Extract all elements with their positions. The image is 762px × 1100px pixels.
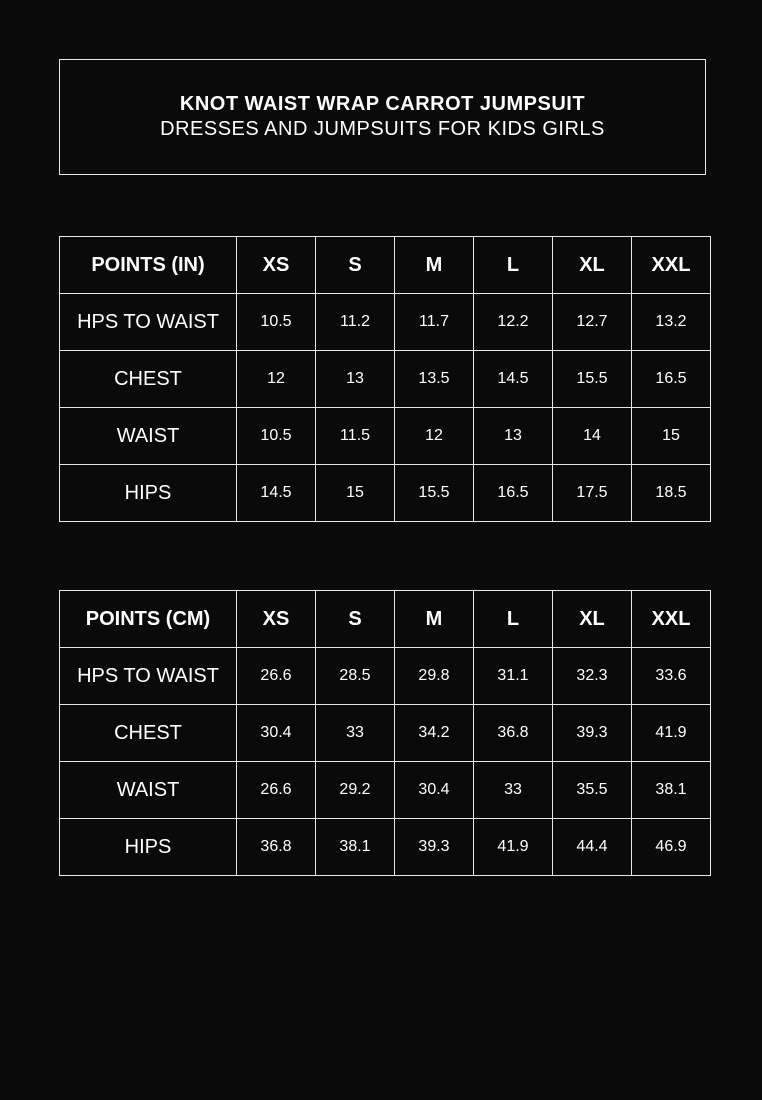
table-cell: 10.5 — [237, 294, 316, 351]
column-header-s: S — [316, 237, 395, 294]
product-category: DRESSES AND JUMPSUITS FOR KIDS GIRLS — [160, 118, 605, 140]
table-cell: 36.8 — [474, 705, 553, 762]
row-label: WAIST — [60, 762, 237, 819]
row-label: HPS TO WAIST — [60, 294, 237, 351]
table-cell: 39.3 — [553, 705, 632, 762]
table-cell: 11.7 — [395, 294, 474, 351]
size-table-inches — [59, 236, 711, 522]
row-label: HIPS — [60, 465, 237, 522]
table-row — [60, 408, 711, 465]
column-header-xl: XL — [553, 237, 632, 294]
table-cell: 33 — [474, 762, 553, 819]
table-cell: 33.6 — [632, 648, 711, 705]
table-cell: 41.9 — [632, 705, 711, 762]
column-header-xs: XS — [237, 591, 316, 648]
table-cell: 12.2 — [474, 294, 553, 351]
table-cell: 12 — [237, 351, 316, 408]
column-header-points: POINTS (CM) — [60, 591, 237, 648]
column-header-l: L — [474, 591, 553, 648]
table-cell: 15 — [316, 465, 395, 522]
table-cell: 26.6 — [237, 648, 316, 705]
table-cell: 12.7 — [553, 294, 632, 351]
row-label: HPS TO WAIST — [60, 648, 237, 705]
table-cell: 13 — [474, 408, 553, 465]
column-header-s: S — [316, 591, 395, 648]
table-cell: 13 — [316, 351, 395, 408]
table-cell: 36.8 — [237, 819, 316, 876]
table-row — [60, 648, 711, 705]
title-box — [59, 59, 706, 175]
row-label: CHEST — [60, 705, 237, 762]
table-cell: 31.1 — [474, 648, 553, 705]
row-label: WAIST — [60, 408, 237, 465]
table-cell: 46.9 — [632, 819, 711, 876]
table-row — [60, 819, 711, 876]
table-cell: 15.5 — [553, 351, 632, 408]
table-cell: 11.2 — [316, 294, 395, 351]
table-cell: 41.9 — [474, 819, 553, 876]
table-cell: 17.5 — [553, 465, 632, 522]
row-label: HIPS — [60, 819, 237, 876]
table-cell: 16.5 — [632, 351, 711, 408]
table-cell: 29.2 — [316, 762, 395, 819]
table-header-row — [60, 591, 711, 648]
table-row — [60, 465, 711, 522]
table-cell: 34.2 — [395, 705, 474, 762]
column-header-xs: XS — [237, 237, 316, 294]
table-cell: 35.5 — [553, 762, 632, 819]
table-cell: 16.5 — [474, 465, 553, 522]
table-cell: 30.4 — [237, 705, 316, 762]
product-title: KNOT WAIST WRAP CARROT JUMPSUIT — [179, 93, 586, 115]
table-cell: 29.8 — [395, 648, 474, 705]
table-cell: 12 — [395, 408, 474, 465]
table-cell: 30.4 — [395, 762, 474, 819]
table-row — [60, 294, 711, 351]
column-header-points: POINTS (IN) — [60, 237, 237, 294]
column-header-l: L — [474, 237, 553, 294]
column-header-m: M — [395, 591, 474, 648]
column-header-xxl: XXL — [632, 237, 711, 294]
table-cell: 33 — [316, 705, 395, 762]
table-cell: 28.5 — [316, 648, 395, 705]
table-cell: 32.3 — [553, 648, 632, 705]
table-row — [60, 351, 711, 408]
table-cell: 13.2 — [632, 294, 711, 351]
size-table-centimeters — [59, 590, 711, 876]
table-cell: 38.1 — [632, 762, 711, 819]
table-cell: 14.5 — [474, 351, 553, 408]
column-header-xxl: XXL — [632, 591, 711, 648]
table-cell: 44.4 — [553, 819, 632, 876]
column-header-xl: XL — [553, 591, 632, 648]
table-cell: 18.5 — [632, 465, 711, 522]
table-header-row — [60, 237, 711, 294]
table-row — [60, 762, 711, 819]
table-cell: 14.5 — [237, 465, 316, 522]
table-cell: 13.5 — [395, 351, 474, 408]
table-cell: 15 — [632, 408, 711, 465]
column-header-m: M — [395, 237, 474, 294]
table-cell: 11.5 — [316, 408, 395, 465]
table-cell: 14 — [553, 408, 632, 465]
table-cell: 15.5 — [395, 465, 474, 522]
table-cell: 39.3 — [395, 819, 474, 876]
table-cell: 26.6 — [237, 762, 316, 819]
table-cell: 10.5 — [237, 408, 316, 465]
table-row — [60, 705, 711, 762]
row-label: CHEST — [60, 351, 237, 408]
table-cell: 38.1 — [316, 819, 395, 876]
